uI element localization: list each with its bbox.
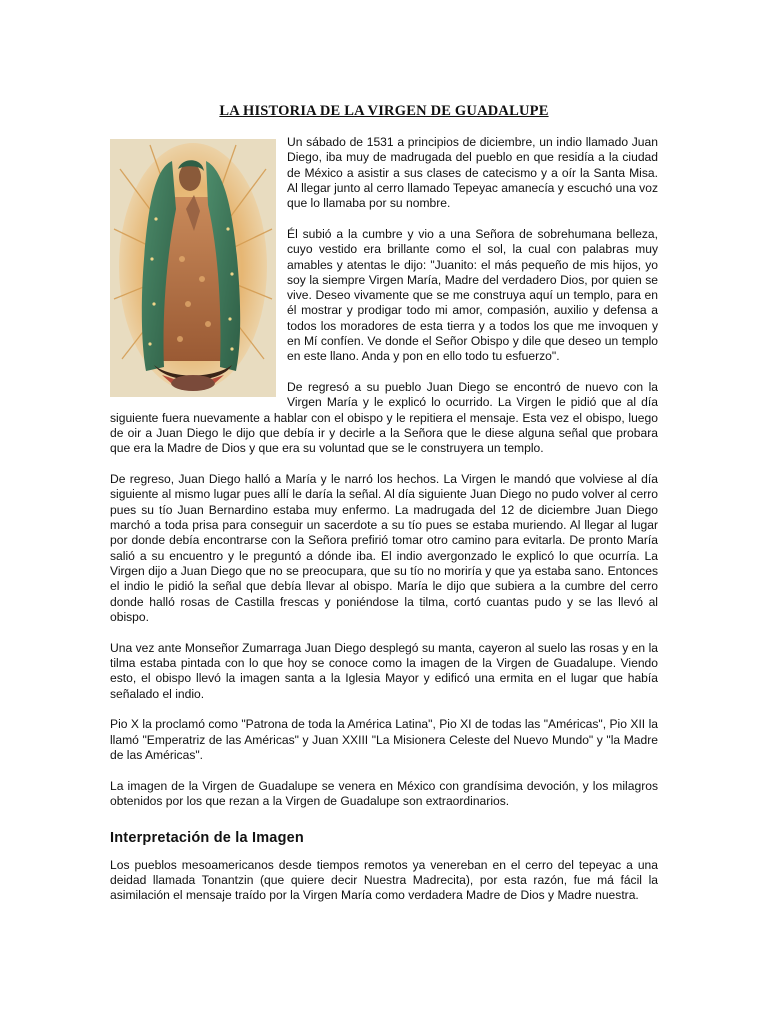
virgin-of-guadalupe-image — [110, 139, 276, 397]
paragraph-1: Un sábado de 1531 a principios de diciembre, un indio llamado Juan Diego, iba muy de madrugada del pueblo en que residía a la ciudad de México a asistir a sus clases de catecismo y a oír la Santa Misa. Al llegar junto al cerro llamado Tepeyac amanecía y escuchó una voz que lo llamaba por su nombre. — [287, 135, 658, 211]
section-paragraph: Los pueblos mesoamericanos desde tiempos remotos ya venereban en el cerro del tepeyac a una deidad llamada Tonantzin (que quiere decir Nuestra Madrecita), por esta razón, fue má fácil la asimilación el mensaje traído por la Virgen María como verdadera Madre de Dios y Madre nuestra. — [110, 857, 658, 903]
paragraph-3: De regresó a su pueblo Juan Diego se encontró de nuevo con la Virgen María y le explicó lo ocurrido. La Virgen le pidió que al día siguiente fuera nuevamente a hablar con el obispo y le repitiera el mensaje. Esta vez el obispo, luego de oir a Juan Diego le dijo que debía ir y decirle a la Señora que le diese alguna señal que probara que era la Madre de Dios y que era su voluntad que se le construyera un templo. — [110, 380, 658, 456]
section-heading: Interpretación de la Imagen — [110, 830, 304, 847]
paragraph-7: La imagen de la Virgen de Guadalupe se venera en México con grandísima devoción, y los milagros obtenidos por los que rezan a la Virgen de Guadalupe son extraordinarios. — [110, 778, 658, 808]
paragraph-6: Pio X la proclamó como "Patrona de toda la América Latina", Pio XI de todas las "Américas", Pio XII la llamó "Emperatriz de las Américas" y Juan XXIII "La Misionera Celeste del Nuevo Mundo" y "la Madre de las Américas". — [110, 717, 658, 762]
paragraph-4: De regreso, Juan Diego halló a María y le narró los hechos. La Virgen le mandó que volviese al día siguiente al mismo lugar pues allí le daría la señal. Al día siguiente Juan Diego no pudo volver al cerro pues su tío Juan Bernardino estaba muy enfermo. La madrugada del 12 de diciembre Juan Diego marchó a toda prisa para conseguir un sacerdote a su tío pues se estaba muriendo. Al llegar al lugar por donde debía encontrarse con la Señora prefirió tomar otro camino para evitarla. De pronto María salió a su encuentro y le preguntó a dónde iba. El indio avergonzado le explicó lo que ocurría. La Virgen dijo a Juan Diego que no se preocupara, que su tío no moriría y que ya estaba sano. Entonces el indio le pidió la señal que debía llevar al obispo. María le dijo que subiera a la cumbre del cerro donde halló rosas de Castilla frescas y poniéndose la tilma, cortó cuantas pudo y se las llevó al obispo. — [110, 472, 658, 624]
page-title: LA HISTORIA DE LA VIRGEN DE GUADALUPE — [219, 103, 549, 119]
paragraph-5: Una vez ante Monseñor Zumarraga Juan Diego desplegó su manta, cayeron al suelo las rosas y en la tilma estaba pintada con lo que hoy se conoce como la imagen de la Virgen de Guadalupe. Viendo esto, el obispo llevó la imagen santa a la Iglesia Mayor y edificó una ermita en el lugar que había señalado el indio. — [110, 640, 658, 701]
document-body — [110, 135, 658, 919]
paragraph-2: Él subió a la cumbre y vio a una Señora de sobrehumana belleza, cuyo vestido era brillante como el sol, la cual con palabras muy amables y atentas le dijo: "Juanito: el más pequeño de mis hijos, yo soy la siempre Virgen María, Madre del verdadero Dios, por quien se vive. Deseo vivamente que se me construya aquí un templo, para en él mostrar y prodigar todo mi amor, compasión, auxilio y defensa a todos los moradores de esta tierra y a todos los que me invoquen y en Mí confíen. Ve donde el Señor Obispo y dile que deseo un templo en este llano. Anda y pon en ello todo tu esfuerzo". — [287, 226, 658, 364]
